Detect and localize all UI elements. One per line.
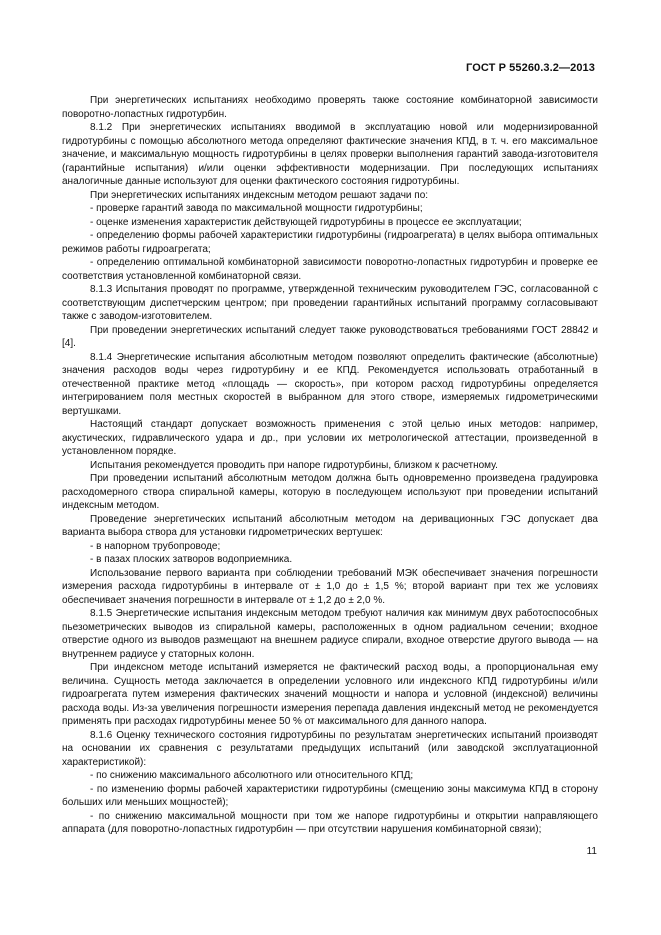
paragraph: При проведении испытаний абсолютным методом должна быть одновременно произведена градуировка расходомерного створа спиральной камеры, которую в последующем используют при проведении испытаний индексным методом. xyxy=(62,473,598,511)
paragraph: При индексном методе испытаний измеряется не фактический расход воды, а пропорциональная ему величина. Сущность метода заключается в определении условного или индексного КПД гидротурбины и/или гидроагрегата путем измерения фактических значений мощности и напора и условной (индексной) величины расхода воды. Из-за увеличения погрешности измерения перепада давления индексный метод не рекомендуется применять при расходах гидротурбины менее 50 % от максимального для данного напора. xyxy=(62,662,598,727)
list-item: - определению оптимальной комбинаторной зависимости поворотно-лопастных гидротурбин и проверке ее соответствия установленной комбинаторной связи. xyxy=(62,257,598,282)
list-item: - проверке гарантий завода по максимальной мощности гидротурбины; xyxy=(90,203,423,214)
paragraph: 8.1.3 Испытания проводят по программе, утвержденной техническим руководителем ГЭС, согласованной с соответствующим диспетчерским центром; при проведении гарантийных испытаний программу согласовывают также с заводом-изготовителем. xyxy=(62,284,598,322)
page-number: 11 xyxy=(586,846,597,857)
list-item: - по изменению формы рабочей характеристики гидротурбины (смещению зоны максимума КПД в сторону больших или меньших мощностей); xyxy=(62,783,598,808)
list-item: - по снижению максимальной мощности при том же напоре гидротурбины и открытии направляющего аппарата (для поворотно-лопастных гидротурбин — при отсутствии нарушения комбинаторной связи); xyxy=(62,810,598,835)
paragraph: При проведении энергетических испытаний следует также руководствоваться требованиями ГОСТ 28842 и [4]. xyxy=(62,324,598,349)
paragraph: При энергетических испытаниях индексным методом решают задачи по: xyxy=(90,189,429,201)
body-text xyxy=(62,94,598,837)
paragraph: 8.1.6 Оценку технического состояния гидротурбины по результатам энергетических испытаний производят на основании их сравнения с результатами предыдущих испытаний (или заводской эксплуатационной характеристикой): xyxy=(62,729,598,768)
paragraph: 8.1.4 Энергетические испытания абсолютным методом позволяют определить фактические (абсолютные) значения расходов воды через гидротурбину и ее КПД. Рекомендуется использовать отработанный в отечественной практике метод «площадь — скорость», при котором расход гидротурбины определяется интегрированием поля местных скоростей в выбранном для этого створе, измеряемых гидрометрическими вертушками. xyxy=(62,351,598,417)
paragraph: Использование первого варианта при соблюдении требований МЭК обеспечивает значения погрешности измерения расхода гидротурбины в интервале от ± 1,0 до ± 1,5 %; второй вариант при тех же условиях обеспечивает значения погрешности в интервале от ± 1,2 до ± 2,0 %. xyxy=(62,567,598,606)
standard-header: ГОСТ Р 55260.3.2—2013 xyxy=(466,62,595,74)
paragraph: Настоящий стандарт допускает возможность применения с этой целью иных методов: например, акустических, гидравлического удара и др., при условии их метрологической аттестации, произведенной в установленном порядке. xyxy=(62,419,598,457)
list-item: - в напорном трубопроводе; xyxy=(90,540,221,552)
paragraph: Испытания рекомендуется проводить при напоре гидротурбины, близком к расчетному. xyxy=(90,459,498,471)
list-item: - в пазах плоских затворов водоприемника. xyxy=(90,554,293,565)
list-item: - определению формы рабочей характеристики гидротурбины (гидроагрегата) в целях выбора оптимальных режимов работы гидроагрегата; xyxy=(62,230,598,255)
paragraph: Проведение энергетических испытаний абсолютным методом на деривационных ГЭС допускает два варианта выбора створа для установки гидрометрических вертушек: xyxy=(62,513,598,538)
paragraph: 8.1.2 При энергетических испытаниях вводимой в эксплуатацию новой или модернизированной гидротурбины с помощью абсолютного метода определяют фактические значения КПД, в т. ч. его максимальное значение, и максимальную мощность гидротурбины в целях проверки выполнения гарантий завода-изготовителя (гарантийные испытания) и/или оценки эффективности модернизации. При последующих испытаниях аналогичные данные используют для оценки фактического состояния гидротурбины. xyxy=(62,122,598,187)
paragraph: При энергетических испытаниях необходимо проверять также состояние комбинаторной зависимости поворотно-лопастных гидротурбин. xyxy=(62,95,598,120)
list-item: - по снижению максимального абсолютного или относительного КПД; xyxy=(90,770,414,781)
paragraph: 8.1.5 Энергетические испытания индексным методом требуют наличия как минимум двух работоспособных пьезометрических выводов из спиральной камеры, расположенных в одном радиальном сечении; входное отверстие одного из выводов размещают на внешнем радиусе спирали, входное отверстие другого вывода — на внутреннем радиусе у статорных колонн. xyxy=(62,608,598,660)
list-item: - оценке изменения характеристик действующей гидротурбины в процессе ее эксплуатации; xyxy=(90,216,522,228)
